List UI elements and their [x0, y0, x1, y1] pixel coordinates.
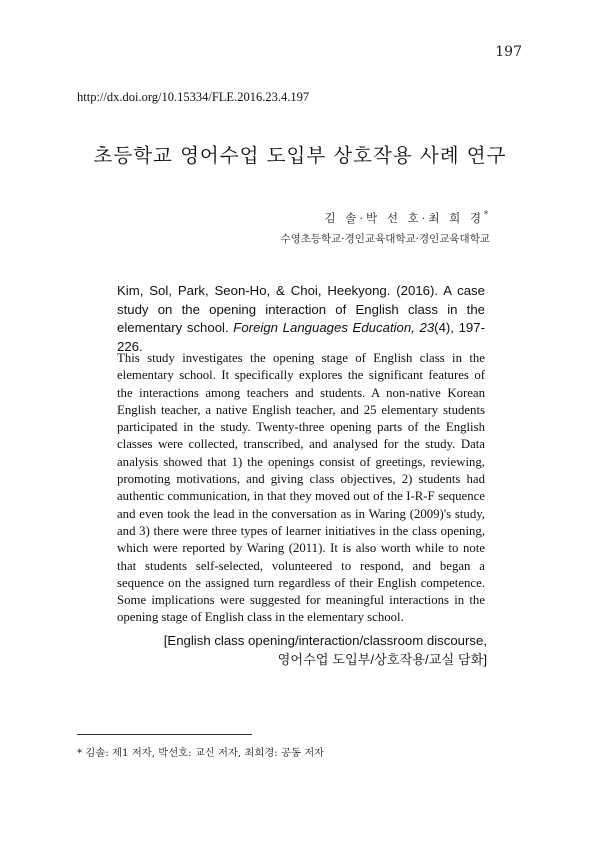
- citation-journal: Foreign Languages Education, 23: [233, 320, 435, 335]
- page-number: 197: [495, 44, 522, 60]
- corresponding-mark: *: [484, 210, 488, 220]
- citation-prefix: Kim, Sol, Park, Seon-Ho, & Choi, Heekyong. (2016). A case study on the opening interaction of English class in the elementary school.: [117, 283, 485, 335]
- abstract-text: This study investigates the opening stage of English class in the elementary school. It specifically explores the significant features of the interactions among teachers and students. A non-native Korean English teacher, a native English teacher, and 25 elementary students participated in the study. Twenty-three opening parts of the English classes were collected, transcribed, and analysed for the study. Data analysis showed that 1) the openings consist of greetings, reviewing, promoting motivations, and giving class objectives, 2) students had authentic communication, in that they moved out of the I-R-F sequence and even took the lead in the conversation as in Waring (2009)'s study, and 3) there were three types of learner initiatives in the class opening, which were reported by Waring (2011). It is also worth while to note that students self-selected, volunteered to respond, and began a sequence on the assigned turn regardless of their English competence. Some implications were suggested for meaningful interactions in the opening stage of English class in the elementary school.: [117, 351, 485, 625]
- author-affiliations: 수영초등학교·경인교육대학교·경인교육대학교: [280, 233, 490, 245]
- author-names: [325, 210, 488, 226]
- footnote: * 김솔: 제1 저자, 박선호: 교신 저자, 최희경: 공동 저자: [77, 747, 325, 759]
- citation: [117, 282, 485, 356]
- author-names-text: 김 솔·박 선 호·최 희 경: [324, 211, 484, 225]
- keywords-korean: 영어수업 도입부/상호작용/교실 담화]: [277, 651, 487, 667]
- keywords: [164, 632, 487, 669]
- keywords-english: [English class opening/interaction/classroom discourse,: [163, 633, 487, 648]
- paper-title: 초등학교 영어수업 도입부 상호작용 사례 연구: [93, 144, 507, 167]
- doi-link[interactable]: http://dx.doi.org/10.15334/FLE.2016.23.4.197: [77, 90, 310, 104]
- footnote-divider: [77, 734, 252, 735]
- citation-suffix: (4), 197-226.: [117, 320, 485, 354]
